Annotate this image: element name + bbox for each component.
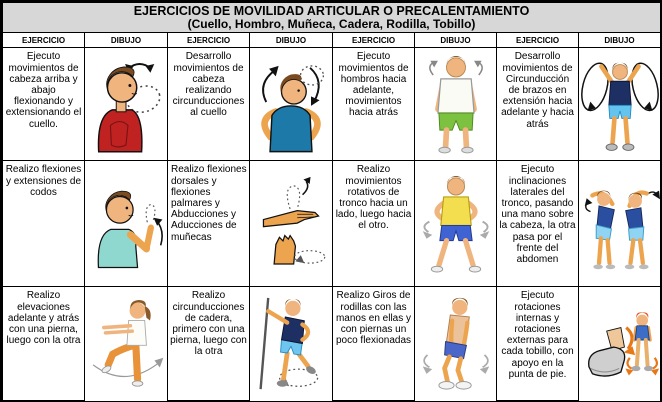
- dibujo-cell: [415, 287, 497, 402]
- exercise-table: [2, 2, 661, 402]
- column-header-row: [3, 33, 661, 48]
- dibujo-cell: [250, 161, 333, 287]
- column-header-dibujo-3: DIBUJO: [415, 33, 497, 48]
- exercise-text-cell: Realizo elevaciones adelante y atrás con una pierna, luego con la otra: [3, 287, 85, 402]
- ankle-rotation-figure: [580, 294, 660, 394]
- column-header-ejercicio-4: EJERCICIO: [497, 33, 579, 48]
- exercise-text-cell: Realizo movimientos rotativos de tronco hacia un lado, luego hacia el otro.: [333, 161, 415, 287]
- dibujo-cell: [579, 161, 661, 287]
- wrist-flexion-figure: [251, 172, 331, 276]
- exercise-text-cell: Ejecuto movimientos de hombros hacia adelante, movimientos hacia atrás: [333, 48, 415, 161]
- exercise-text-cell: Desarrollo movimientos de cabeza realizando circunducciones al cuello: [168, 48, 250, 161]
- table-row: [3, 287, 661, 402]
- table-row: [3, 161, 661, 287]
- dibujo-cell: [85, 48, 168, 161]
- page-title: EJERCICIOS DE MOVILIDAD ARTICULAR O PRECALENTAMIENTO: [133, 4, 530, 18]
- table-row: [3, 48, 661, 161]
- column-header-ejercicio-1: EJERCICIO: [3, 33, 85, 48]
- neck-flexion-extension-figure: [87, 55, 165, 153]
- knee-circles-figure: [418, 294, 494, 394]
- neck-circumduction-figure: [251, 55, 331, 153]
- dibujo-cell: [579, 287, 661, 402]
- page-subtitle: (Cuello, Hombro, Muñeca, Cadera, Rodilla, Tobillo): [187, 17, 476, 31]
- exercise-text-cell: Ejecuto movimientos de cabeza arriba y abajo flexionando y extensionando el cuello.: [3, 48, 85, 161]
- column-header-dibujo-1: DIBUJO: [85, 33, 168, 48]
- exercise-text-cell: Ejecuto rotaciones internas y rotaciones externas para cada tobillo, con apoyo en la punta de pie.: [497, 287, 579, 402]
- hip-circumduction-figure: [253, 294, 329, 394]
- trunk-rotation-figure: [418, 173, 494, 275]
- column-header-dibujo-4: DIBUJO: [579, 33, 661, 48]
- elbow-flexion-figure: [86, 176, 166, 272]
- table-title-band: [3, 3, 661, 33]
- column-header-ejercicio-2: EJERCICIO: [168, 33, 250, 48]
- exercise-text-cell: Realizo Giros de rodillas con las manos en ellas y con piernas un poco flexionadas: [333, 287, 415, 402]
- dibujo-cell: [415, 48, 497, 161]
- dibujo-cell: [250, 48, 333, 161]
- exercise-text-cell: Desarrollo movimientos de Circunducción de brazos en extensión hacia adelante y hacia atrás: [497, 48, 579, 161]
- dibujo-cell: [415, 161, 497, 287]
- exercise-text-cell: Ejecuto inclinaciones laterales del tronco, pasando una mano sobre la cabeza, la otra pasa por el frente del abdomen: [497, 161, 579, 287]
- leg-swing-figure: [86, 294, 166, 394]
- column-header-ejercicio-3: EJERCICIO: [333, 33, 415, 48]
- dibujo-cell: [579, 48, 661, 161]
- lateral-trunk-incline-figure: [580, 174, 660, 274]
- arm-circumduction-figure: [581, 54, 659, 154]
- dibujo-cell: [85, 287, 168, 402]
- exercise-text-cell: Realizo circunducciones de cadera, primero con una pierna, luego con la otra: [168, 287, 250, 402]
- column-header-dibujo-2: DIBUJO: [250, 33, 333, 48]
- shoulder-roll-figure: [418, 54, 494, 154]
- exercise-text-cell: Realizo flexiones dorsales y flexiones palmares y Abducciones y Aducciones de muñecas: [168, 161, 250, 287]
- exercise-text-cell: Realizo flexiones y extensiones de codos: [3, 161, 85, 287]
- dibujo-cell: [250, 287, 333, 402]
- dibujo-cell: [85, 161, 168, 287]
